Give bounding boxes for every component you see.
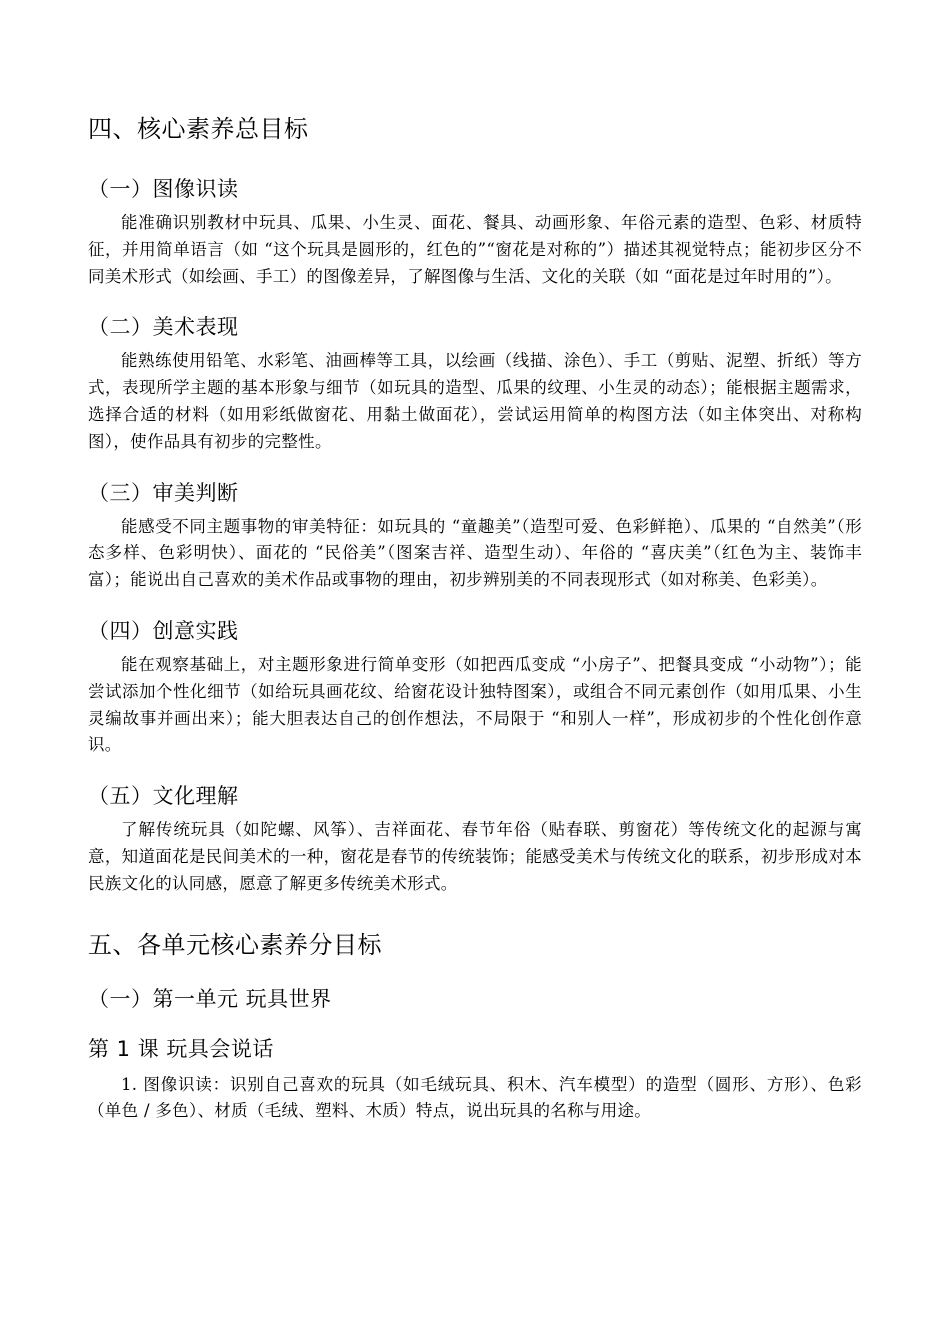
subsection-heading-unit-1: （一）第一单元 玩具世界 (88, 986, 332, 1011)
section-heading-core-literacy-goals: 四、核心素养总目标 (88, 115, 309, 143)
paragraph-art-expression: 能熟练使用铅笔、水彩笔、油画棒等工具，以绘画（线描、涂色）、手工（剪贴、泥塑、折纸）等方式，表现所学主题的基本形象与细节（如玩具的造型、瓜果的纹理、小生灵的动态）；能根据主题需求，选择合适的材料（如用彩纸做窗花、用黏土做面花），尝试运用简单的构图方法（如主体突出、对称构图），使作品具有初步的完整性。 (88, 351, 862, 451)
lesson-heading-1: 第 1 课 玩具会说话 (88, 1036, 274, 1061)
paragraph-aesthetic-judgment: 能感受不同主题事物的审美特征：如玩具的 “童趣美”（造型可爱、色彩鲜艳）、瓜果的 “自然美”（形态多样、色彩明快）、面花的 “民俗美”（图案吉祥、造型生动）、年俗的 “喜庆美”（红色为主、装饰丰富）；能说出自己喜欢的美术作品或事物的理由，初步辨别美的不同表现形式（如对称美、色彩美）。 (88, 516, 862, 590)
subsection-heading-image-reading: （一）图像识读 (88, 177, 239, 201)
subsection-heading-aesthetic-judgment: （三）审美判断 (88, 480, 239, 505)
subsection-heading-creative-practice: （四）创意实践 (88, 618, 239, 643)
paragraph-image-reading: 能准确识别教材中玩具、瓜果、小生灵、面花、餐具、动画形象、年俗元素的造型、色彩、材质特征，并用简单语言（如 “这个玩具是圆形的，红色的”“窗花是对称的”）描述其视觉特点；能初步区分不同美术形式（如绘画、手工）的图像差异，了解图像与生活、文化的关联（如 “面花是过年时用的”）。 (88, 213, 862, 286)
document-page (88, 112, 862, 1125)
subsection-heading-cultural-understanding: （五）文化理解 (88, 784, 239, 809)
paragraph-creative-practice: 能在观察基础上，对主题形象进行简单变形（如把西瓜变成 “小房子”、把餐具变成 “小动物”）；能尝试添加个性化细节（如给玩具画花纹、给窗花设计独特图案），或组合不同元素创作（如用瓜果、小生灵编故事并画出来）；能大胆表达自己的创作想法，不局限于 “和别人一样”，形成初步的个性化创作意识。 (88, 654, 862, 755)
paragraph-cultural-understanding: 了解传统玩具（如陀螺、风筝）、吉祥面花、春节年俗（贴春联、剪窗花）等传统文化的起源与寓意，知道面花是民间美术的一种，窗花是春节的传统装饰；能感受美术与传统文化的联系，初步形成对本民族文化的认同感，愿意了解更多传统美术形式。 (88, 820, 862, 893)
paragraph-lesson-1-image-reading: 1. 图像识读：识别自己喜欢的玩具（如毛绒玩具、积木、汽车模型）的造型（圆形、方形）、色彩（单色 / 多色）、材质（毛绒、塑料、木质）特点，说出玩具的名称与用途。 (88, 1074, 862, 1121)
subsection-heading-art-expression: （二）美术表现 (88, 315, 239, 340)
section-heading-unit-goals: 五、各单元核心素养分目标 (88, 930, 382, 959)
